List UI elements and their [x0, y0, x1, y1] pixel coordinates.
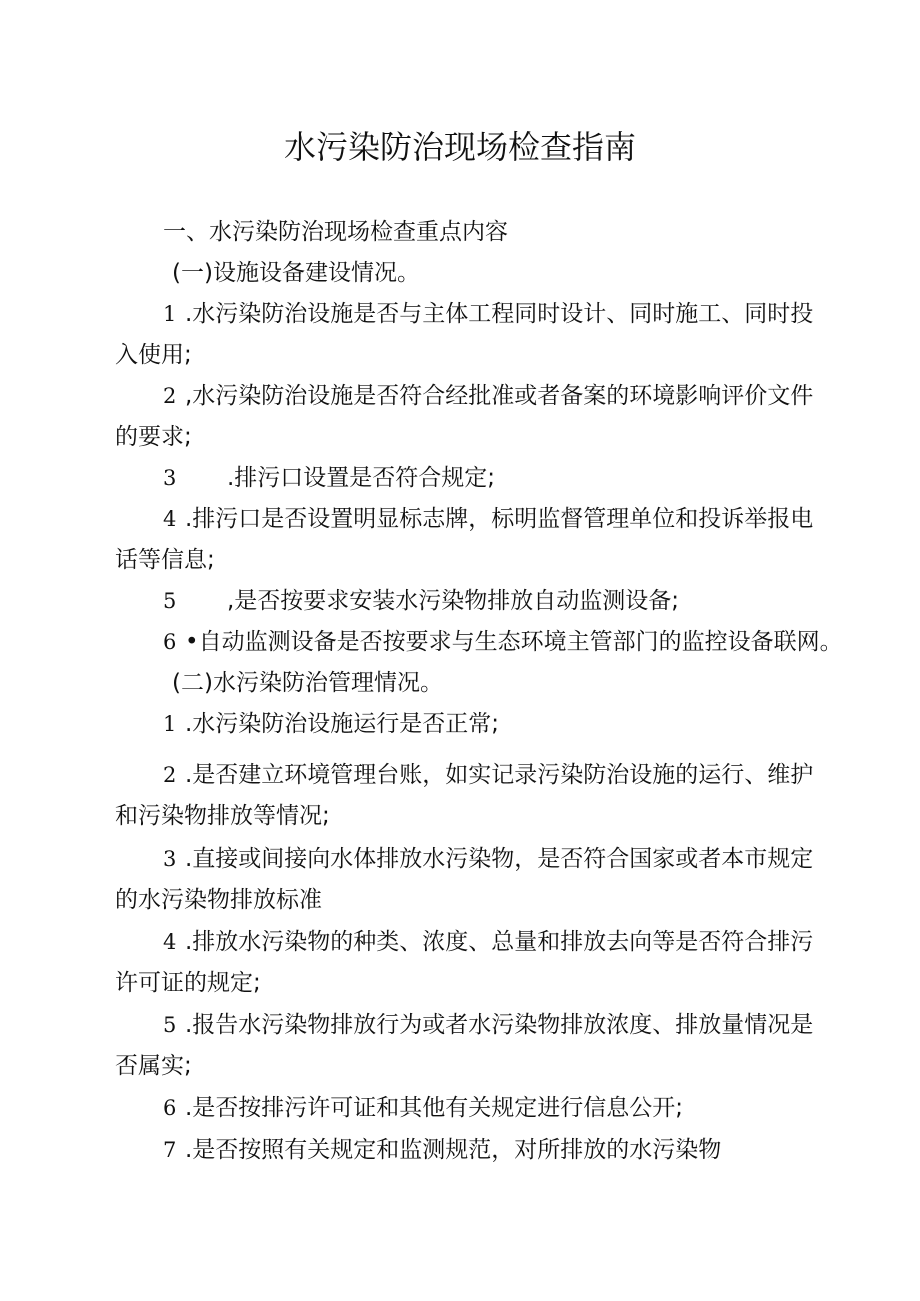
list-item [163, 926, 813, 958]
item-number: 3 [163, 847, 177, 871]
item-text-continuation: 的要求; [115, 424, 192, 450]
list-item [163, 626, 843, 658]
item-number: 1 [163, 302, 177, 326]
page-title: 水污染防治现场检查指南 [283, 128, 636, 166]
item-text: .水污染防治设施是否与主体工程同时设计、同时施工、同时投 [185, 301, 814, 327]
list-item [163, 1009, 813, 1041]
item-text: ,水污染防治设施是否符合经批准或者备案的环境影响评价文件 [185, 383, 814, 409]
item-text-continuation: 话等信息; [115, 547, 215, 573]
list-item [163, 585, 679, 617]
item-number: 4 [163, 507, 177, 531]
item-text: .是否建立环境管理台账，如实记录污染防治设施的运行、维护 [185, 762, 814, 788]
list-item [163, 708, 499, 740]
item-number: 2 [163, 763, 177, 787]
item-number: 5 [163, 1013, 177, 1037]
list-item [163, 843, 813, 875]
subsection-heading: (二)水污染防治管理情况。 [172, 670, 443, 696]
item-text: .水污染防治设施运行是否正常; [185, 711, 500, 737]
section-heading: 一、水污染防治现场检查重点内容 [163, 219, 508, 245]
item-number: 6 [163, 630, 177, 654]
list-item [163, 503, 813, 535]
item-text: .是否按照有关规定和监测规范，对所排放的水污染物 [185, 1137, 722, 1163]
list-item [163, 462, 495, 494]
list-item [163, 298, 813, 330]
item-text-continuation: 和污染物排放等情况; [115, 803, 330, 829]
list-item [163, 380, 813, 412]
item-text: .排污口是否设置明显标志牌，标明监督管理单位和投诉举报电 [185, 506, 814, 532]
item-text: ,是否按要求安装水污染物排放自动监测设备; [227, 588, 680, 614]
item-number: 5 [163, 589, 177, 613]
item-text: .是否按排污许可证和其他有关规定进行信息公开; [185, 1095, 684, 1121]
item-text: .报告水污染物排放行为或者水污染物排放浓度、排放量情况是 [185, 1012, 814, 1038]
item-number: 2 [163, 384, 177, 408]
item-number: 1 [163, 712, 177, 736]
item-text-continuation: 许可证的规定; [115, 970, 261, 996]
item-number: 6 [163, 1096, 177, 1120]
list-item [163, 1134, 721, 1166]
list-item [163, 759, 813, 791]
item-text: •自动监测设备是否按要求与生态环境主管部门的监控设备联网。 [185, 629, 843, 655]
item-text: .排污口设置是否符合规定; [227, 465, 496, 491]
item-text: .直接或间接向水体排放水污染物，是否符合国家或者本市规定 [185, 846, 814, 872]
item-number: 7 [163, 1138, 177, 1162]
item-text: .排放水污染物的种类、浓度、总量和排放去向等是否符合排污 [185, 929, 814, 955]
item-number: 3 [163, 466, 177, 490]
item-number: 4 [163, 930, 177, 954]
list-item [163, 1092, 683, 1124]
subsection-heading: (一)设施设备建设情况。 [172, 260, 420, 286]
item-text-continuation: 否属实; [115, 1053, 192, 1079]
item-text-continuation: 的水污染物排放标准 [115, 887, 322, 913]
item-text-continuation: 入使用; [115, 342, 192, 368]
